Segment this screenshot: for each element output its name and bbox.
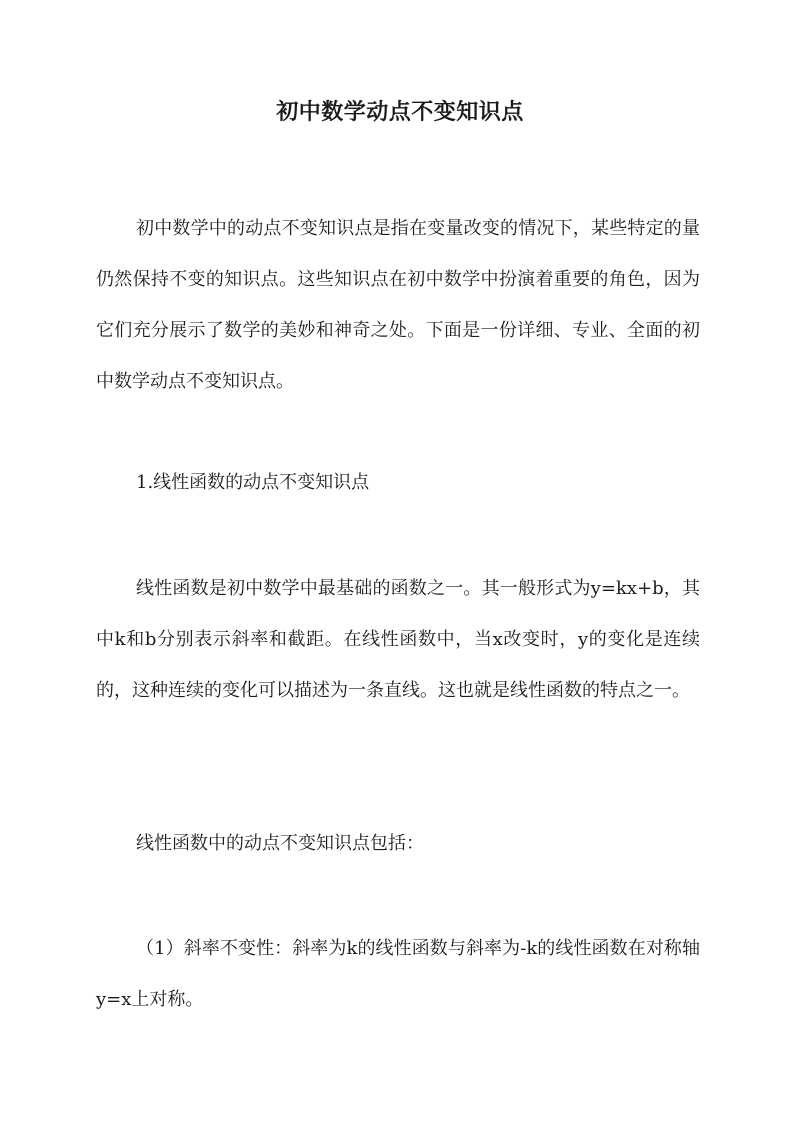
linear-points-intro-paragraph: 线性函数中的动点不变知识点包括： xyxy=(136,833,424,854)
linear-function-paragraph: 线性函数是初中数学中最基础的函数之一。其一般形式为y=kx+b，其中k和b分别表示斜率和截距。在线性函数中，当x改变时，y的变化是连续的，这种连续的变化可以描述为一条直线。这也就是线性函数的特点之一。 xyxy=(96,578,700,701)
document-title: 初中数学动点不变知识点 xyxy=(276,99,524,125)
slope-invariance-paragraph: （1）斜率不变性：斜率为k的线性函数与斜率为-k的线性函数在对称轴y=x上对称。 xyxy=(96,938,700,1010)
section-heading-linear-function: 1.线性函数的动点不变知识点 xyxy=(136,472,370,493)
intro-paragraph: 初中数学中的动点不变知识点是指在变量改变的情况下，某些特定的量仍然保持不变的知识点。这些知识点在初中数学中扮演着重要的角色，因为它们充分展示了数学的美妙和神奇之处。下面是一份详细、专业、全面的初中数学动点不变知识点。 xyxy=(96,218,700,392)
